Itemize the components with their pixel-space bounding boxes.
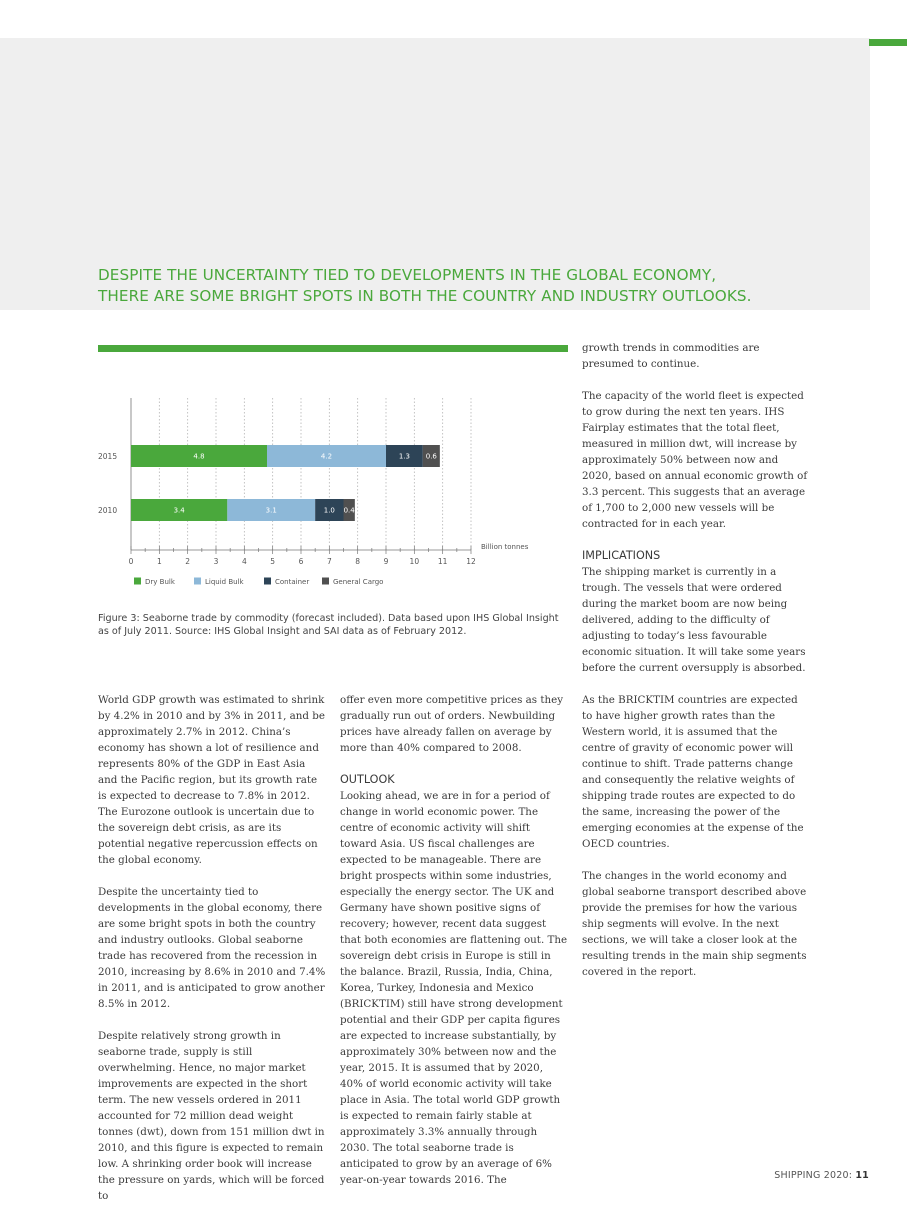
seaborne-trade-chart — [98, 380, 568, 595]
legend-label-container: Container — [275, 578, 310, 586]
x-axis-label: Billion tonnes — [481, 543, 529, 551]
legend-swatch-container — [264, 578, 271, 585]
text-column-3 — [582, 340, 808, 996]
implications-heading: IMPLICATIONS — [582, 549, 661, 562]
x-tick-label-6: 6 — [298, 557, 304, 566]
banner-headline — [98, 265, 838, 307]
col3-paragraph-1: growth trends in commodities are presumed to continue. — [582, 342, 760, 370]
col2-paragraph-1: offer even more competitive prices as they gradually run out of orders. Newbuilding prices have already fallen on average by more than 40% compared to 2008. — [340, 694, 564, 754]
category-label-2010: 2010 — [98, 506, 118, 515]
text-column-2 — [340, 692, 568, 1204]
banner-headline-line-2: THERE ARE SOME BRIGHT SPOTS IN BOTH THE COUNTRY AND INDUSTRY OUTLOOKS. — [98, 287, 752, 305]
x-tick-label-0: 0 — [128, 557, 134, 566]
bar-label-2010-general-cargo: 0.4 — [343, 506, 355, 515]
col1-paragraph-3: Despite relatively strong growth in seaborne trade, supply is still overwhelming. Hence, no major market improvements are expected in the short term. The new vessels ordered in 2011 accounted for 72 million dead weight tonnes (dwt), down from 151 million dwt in 2010, and this figure is expected to remain low. A shrinking order book will increase the pressure on yards, which will be forced to — [98, 1030, 325, 1202]
bar-label-2015-liquid-bulk: 4.2 — [320, 452, 333, 461]
category-label-2015: 2015 — [98, 452, 118, 461]
bar-label-2010-container: 1.0 — [323, 506, 335, 515]
banner-headline-line-1: DESPITE THE UNCERTAINTY TIED TO DEVELOPMENTS IN THE GLOBAL ECONOMY, — [98, 266, 717, 284]
bar-label-2015-dry-bulk: 4.8 — [193, 452, 205, 461]
x-tick-label-8: 8 — [355, 557, 361, 566]
x-tick-label-11: 11 — [437, 557, 448, 566]
bar-label-2010-liquid-bulk: 3.1 — [265, 506, 277, 515]
x-tick-label-7: 7 — [326, 557, 332, 566]
footer-label: SHIPPING 2020: — [774, 1170, 856, 1181]
figure-caption: Figure 3: Seaborne trade by commodity (forecast included). Data based upon IHS Global Insight as of July 2011. Source: IHS Global Insight and SAI data as of February 2012. — [98, 613, 559, 637]
col2-paragraph-2: Looking ahead, we are in for a period of change in world economic power. The centre of economic activity will shift toward Asia. US fiscal challenges are expected to be manageable. There are bright prospects within some industries, especially the energy sector. The UK and Germany have shown positive signs of recovery; however, recent data suggest that both economies are flattening out. The sovereign debt crisis in Europe is still in the balance. Brazil, Russia, India, China, Korea, Turkey, Indonesia and Mexico (BRICKTIM) still have strong development potential and their GDP per capita figures are expected to increase substantially, by approximately 30% between now and the year, 2015. It is assumed that by 2020, 40% of world economic activity will take place in Asia. The total world GDP growth is expected to remain fairly stable at approximately 3.3% annually through 2030. The total seaborne trade is anticipated to grow by an average of 6% year-on-year towards 2016. The — [340, 790, 568, 1186]
legend-label-dry-bulk: Dry Bulk — [145, 578, 175, 586]
legend-label-general-cargo: General Cargo — [333, 578, 384, 586]
outlook-heading: OUTLOOK — [340, 773, 395, 786]
bar-label-2015-general-cargo: 0.6 — [425, 452, 437, 461]
x-tick-label-3: 3 — [213, 557, 219, 566]
figure-top-rule — [98, 345, 568, 352]
x-tick-label-9: 9 — [383, 557, 389, 566]
page-number: 11 — [855, 1170, 869, 1181]
col1-paragraph-1: World GDP growth was estimated to shrink by 4.2% in 2010 and by 3% in 2011, and be approximately 2.7% in 2012. China’s economy has shown a lot of resilience and represents 80% of the GDP in East Asia and the Pacific region, but its growth rate is expected to decrease to 7.8% in 2012. The Eurozone outlook is uncertain due to the sovereign debt crisis, as are its potential negative repercussion effects on the global economy. — [98, 694, 325, 866]
col3-paragraph-5: The changes in the world economy and global seaborne transport described above provide the premises for how the various ship segments will evolve. In the next sections, we will take a closer look at the resulting trends in the main ship segments covered in the report. — [582, 870, 807, 978]
legend-label-liquid-bulk: Liquid Bulk — [205, 578, 244, 586]
page-footer — [774, 1170, 869, 1181]
col3-paragraph-4: As the BRICKTIM countries are expected to have higher growth rates than the Western world, it is assumed that the centre of gravity of economic power will continue to shift. Trade patterns change and consequently the relative weights of shipping trade routes are expected to do the same, increasing the power of the emerging economies at the expense of the OECD countries. — [582, 694, 804, 850]
x-tick-label-12: 12 — [466, 557, 476, 566]
bar-label-2015-container: 1.3 — [398, 452, 410, 461]
x-tick-label-2: 2 — [185, 557, 191, 566]
col3-paragraph-2: The capacity of the world fleet is expected to grow during the next ten years. IHS Fairplay estimates that the total fleet, measured in million dwt, will increase by approximately 50% between now and 2020, based on annual economic growth of 3.3 percent. This suggests that an average of 1,700 to 2,000 new vessels will be contracted for in each year. — [582, 390, 808, 530]
legend-swatch-general-cargo — [322, 578, 329, 585]
col3-paragraph-3: The shipping market is currently in a trough. The vessels that were ordered during the market boom are now being delivered, adding to the difficulty of adjusting to today’s less favourable economic situation. It will take some years before the current oversupply is absorbed. — [582, 566, 806, 674]
text-column-1 — [98, 692, 326, 1220]
x-tick-label-4: 4 — [241, 557, 247, 566]
x-tick-label-1: 1 — [156, 557, 162, 566]
col1-paragraph-2: Despite the uncertainty tied to developments in the global economy, there are some bright spots in both the country and industry outlooks. Global seaborne trade has recovered from the recession in 2010, increasing by 8.6% in 2010 and 7.4% in 2011, and is anticipated to grow another 8.5% in 2012. — [98, 886, 326, 1010]
x-tick-label-5: 5 — [270, 557, 276, 566]
legend-swatch-liquid-bulk — [194, 578, 201, 585]
bar-label-2010-dry-bulk: 3.4 — [173, 506, 185, 515]
legend-swatch-dry-bulk — [134, 578, 141, 585]
page-corner-green-mark — [869, 39, 907, 46]
headline-banner — [0, 38, 870, 310]
x-tick-label-10: 10 — [409, 557, 420, 566]
